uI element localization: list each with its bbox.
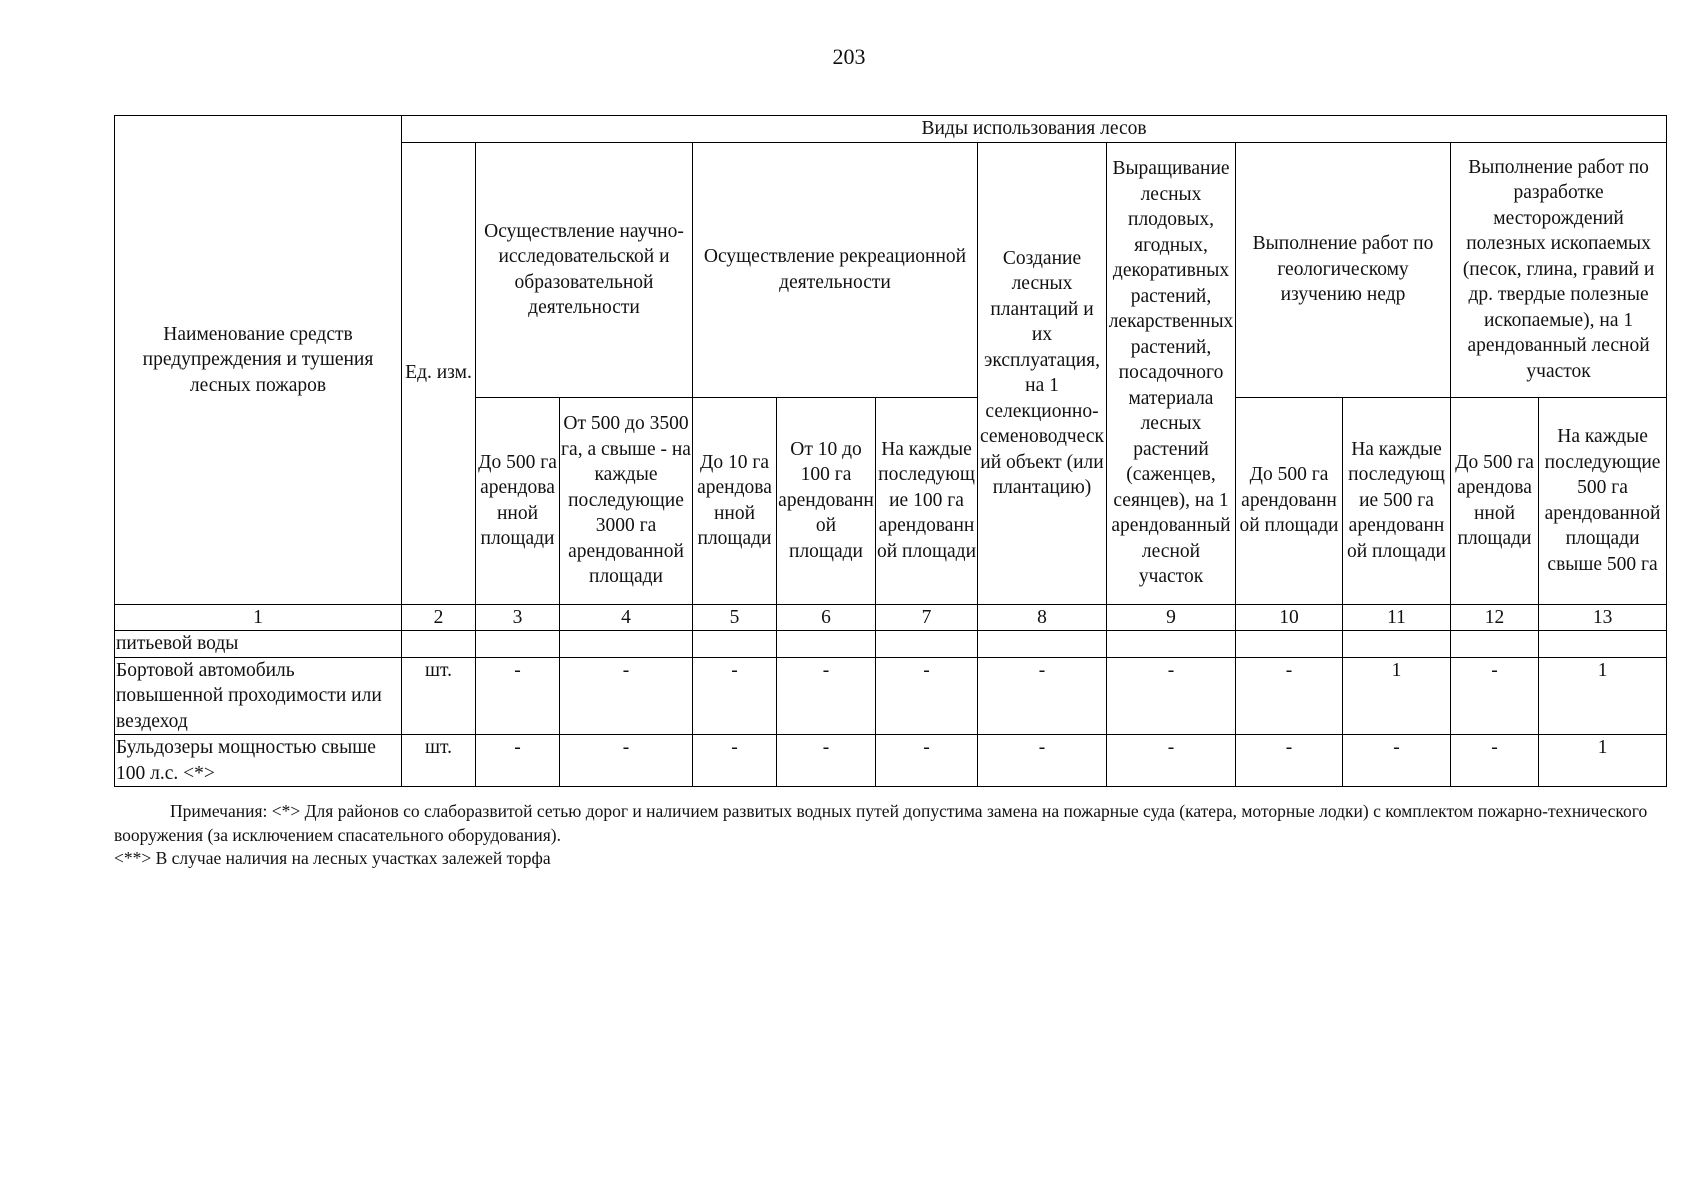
column-number: 2 — [402, 604, 476, 631]
row-unit: шт. — [402, 735, 476, 787]
column-number: 5 — [693, 604, 777, 631]
column-number: 1 — [115, 604, 402, 631]
row-unit: шт. — [402, 657, 476, 735]
table-row — [115, 631, 1667, 658]
row-cell: - — [476, 657, 560, 735]
row-cell — [1236, 631, 1343, 658]
footnote-1: Примечания: <*> Для районов со слаборазвитой сетью дорог и наличием развитых водных путей допустима замена на пожарные суда (катера, моторные лодки) с комплектом пожарно-технического вооружения (за исключением спасательного оборудования). — [114, 801, 1648, 845]
header-geology: Выполнение работ по геологическому изучению недр — [1236, 142, 1451, 397]
table-row — [115, 657, 1667, 735]
row-cell — [560, 631, 693, 658]
footnote-2: <**> В случае наличия на лесных участках залежей торфа — [114, 848, 551, 868]
column-number: 3 — [476, 604, 560, 631]
page-number: 203 — [832, 44, 866, 69]
row-cell — [476, 631, 560, 658]
row-cell: 1 — [1343, 657, 1451, 735]
row-cell — [1539, 631, 1667, 658]
column-number: 12 — [1451, 604, 1539, 631]
row-cell — [876, 631, 978, 658]
header-unit-column: Ед. изм. — [402, 142, 476, 604]
row-cell: - — [876, 735, 978, 787]
subheader-col5: До 10 га арендованной площади — [693, 397, 777, 604]
subheader-col7: На каждые последующие 100 га арендованной площади — [876, 397, 978, 604]
header-plantations: Создание лесных плантаций и их эксплуатация, на 1 селекционно-семеноводческий объект (или плантацию) — [978, 142, 1107, 604]
header-recreation: Осуществление рекреационной деятельности — [693, 142, 978, 397]
row-cell: - — [978, 657, 1107, 735]
row-cell: - — [876, 657, 978, 735]
column-number: 11 — [1343, 604, 1451, 631]
column-number: 6 — [777, 604, 876, 631]
row-cell: - — [978, 735, 1107, 787]
row-cell: - — [1107, 657, 1236, 735]
subheader-col13: На каждые последующие 500 га арендованной площади свыше 500 га — [1539, 397, 1667, 604]
row-cell — [978, 631, 1107, 658]
subheader-col4: От 500 до 3500 га, а свыше - на каждые последующие 3000 га арендованной площади — [560, 397, 693, 604]
header-mining: Выполнение работ по разработке месторождений полезных ископаемых (песок, глина, гравий и др. твердые полезные ископаемые), на 1 арендованный лесной участок — [1451, 142, 1667, 397]
subheader-col11: На каждые последующие 500 га арендованной площади — [1343, 397, 1451, 604]
row-cell: - — [777, 735, 876, 787]
row-cell — [1343, 631, 1451, 658]
column-number: 10 — [1236, 604, 1343, 631]
header-growing: Выращивание лесных плодовых, ягодных, декоративных растений, лекарственных растений, посадочного материала лесных растений (саженцев, сеянцев), на 1 арендованный лесной участок — [1107, 142, 1236, 604]
row-unit — [402, 631, 476, 658]
row-cell: - — [1236, 735, 1343, 787]
row-name: Бульдозеры мощностью свыше 100 л.с. <*> — [115, 735, 402, 787]
row-cell: - — [1451, 657, 1539, 735]
row-cell: 1 — [1539, 735, 1667, 787]
row-cell — [777, 631, 876, 658]
table-row — [115, 735, 1667, 787]
row-cell — [693, 631, 777, 658]
fire-equipment-table — [114, 115, 1667, 787]
footnotes — [114, 800, 1674, 871]
column-number: 8 — [978, 604, 1107, 631]
row-cell: - — [693, 735, 777, 787]
column-number: 4 — [560, 604, 693, 631]
row-cell: - — [1451, 735, 1539, 787]
row-cell: - — [560, 657, 693, 735]
column-numbers-row — [115, 604, 1667, 631]
row-cell: - — [777, 657, 876, 735]
subheader-col6: От 10 до 100 га арендованной площади — [777, 397, 876, 604]
column-number: 9 — [1107, 604, 1236, 631]
row-name: питьевой воды — [115, 631, 402, 658]
header-science: Осуществление научно-исследовательской и образовательной деятельности — [476, 142, 693, 397]
row-cell: - — [693, 657, 777, 735]
column-number: 7 — [876, 604, 978, 631]
header-name-column: Наименование средств предупреждения и тушения лесных пожаров — [115, 116, 402, 605]
row-cell: - — [1107, 735, 1236, 787]
row-name: Бортовой автомобиль повышенной проходимости или вездеход — [115, 657, 402, 735]
row-cell: - — [476, 735, 560, 787]
column-number: 13 — [1539, 604, 1667, 631]
row-cell — [1107, 631, 1236, 658]
row-cell: - — [1343, 735, 1451, 787]
row-cell — [1451, 631, 1539, 658]
row-cell: - — [1236, 657, 1343, 735]
row-cell: - — [560, 735, 693, 787]
subheader-col10: До 500 га арендованной площади — [1236, 397, 1343, 604]
row-cell: 1 — [1539, 657, 1667, 735]
subheader-col3: До 500 га арендованной площади — [476, 397, 560, 604]
header-group-title: Виды использования лесов — [402, 116, 1667, 143]
subheader-col12: До 500 га арендованной площади — [1451, 397, 1539, 604]
